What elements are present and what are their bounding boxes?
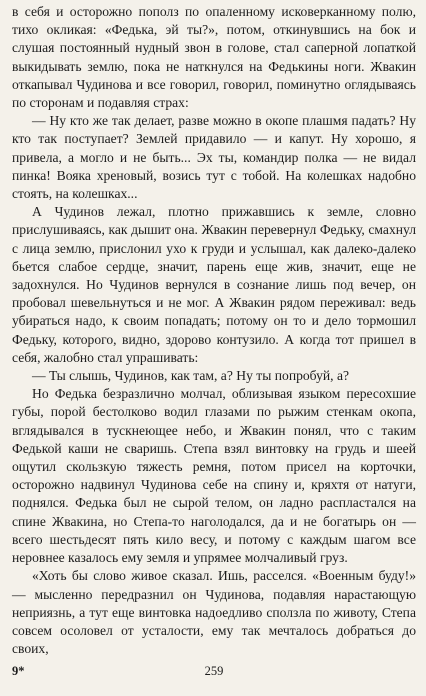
page-body-text bbox=[12, 3, 416, 658]
paragraph-narration-fedka: Но Федька безразлично молчал, облизывая языком пересохшие губы, порой бестолково водил глазами по рыжим стенкам окопа, вглядывался в тускнеющее небо, и Жвакин понял, что с таким Федькой каши не сваришь. Степа взял винтовку на грудь и шеей ощутил скользкую тяжесть ремня, потом присел на корточки, осторожно надвинул Чудинова себе на спину и, кряхтя от натуги, поднялся. Федька был не сырой телом, он ладно распластался на спине Жвакина, но Степа-то наголодался, да и не богатырь он — всего шестьдесят пять кило весу, и потому с каждым шагом все неровнее казалось ему земля и упрямее молчаливый груз. bbox=[12, 386, 416, 566]
paragraph-inner-thought: «Хоть бы слово живое сказал. Ишь, расселся. «Военным буду!» — мысленно передразнил он Чудинова, подавляя нарастающую неприязнь, а тут еще винтовка надоедливо сползла по животу, Степа совсем осоловел от усталости, ему так мечталось добраться до своих, bbox=[12, 568, 416, 657]
paragraph-narration-chudinov: А Чудинов лежал, плотно прижавшись к земле, словно прислушиваясь, как дышит она. Жвакин перевернул Федьку, смахнул с лица землю, прислонил ухо к груди и услышал, как далеко-далеко бьется слабое сердце, значит, парень еще жив, значит, еще не задохнулся. Но Чудинов вернулся в сознание лишь под вечер, он пробовал шевельнуться и не мог. А Жвакин рядом переживал: ведь убираться надо, к своим попадать; потому он то и дело тормошил Федьку, которого, видно, здорово контузило. А когда тот пришел в себя, жалобно стал упрашивать: bbox=[12, 204, 416, 365]
page-number: 259 bbox=[204, 664, 224, 678]
paragraph-continuation: в себя и осторожно пополз по опаленному исковерканному полю, тихо окликая: «Федька, эй ты?», потом, откинувшись на бок и слушая постоянный нудный звон в голове, стал саперной лопаткой выкидывать землю, пока не наткнулся на Федькины ноги. Жвакин откапывал Чудинова и все говорил, говорил, поминутно оглядываясь по сторонам и подавляя страх: bbox=[12, 4, 416, 111]
page-footer bbox=[12, 664, 416, 682]
paragraph-dialogue-zhvakin: — Ну кто же так делает, разве можно в окопе плашмя падать? Ну кто так поступает? Землей придавило — и капут. Ну хорошо, я привела, а могло и не быть... Эх ты, командир полка — не видал пинка! Вояка хреновый, возись тут с тобой. На колешках надобно стоять, на колешках... bbox=[12, 113, 416, 202]
paragraph-dialogue-question: — Ты слышь, Чудинов, как там, а? Ну ты попробуй, а? bbox=[32, 368, 350, 384]
printer-signature-mark: 9* bbox=[12, 664, 25, 678]
